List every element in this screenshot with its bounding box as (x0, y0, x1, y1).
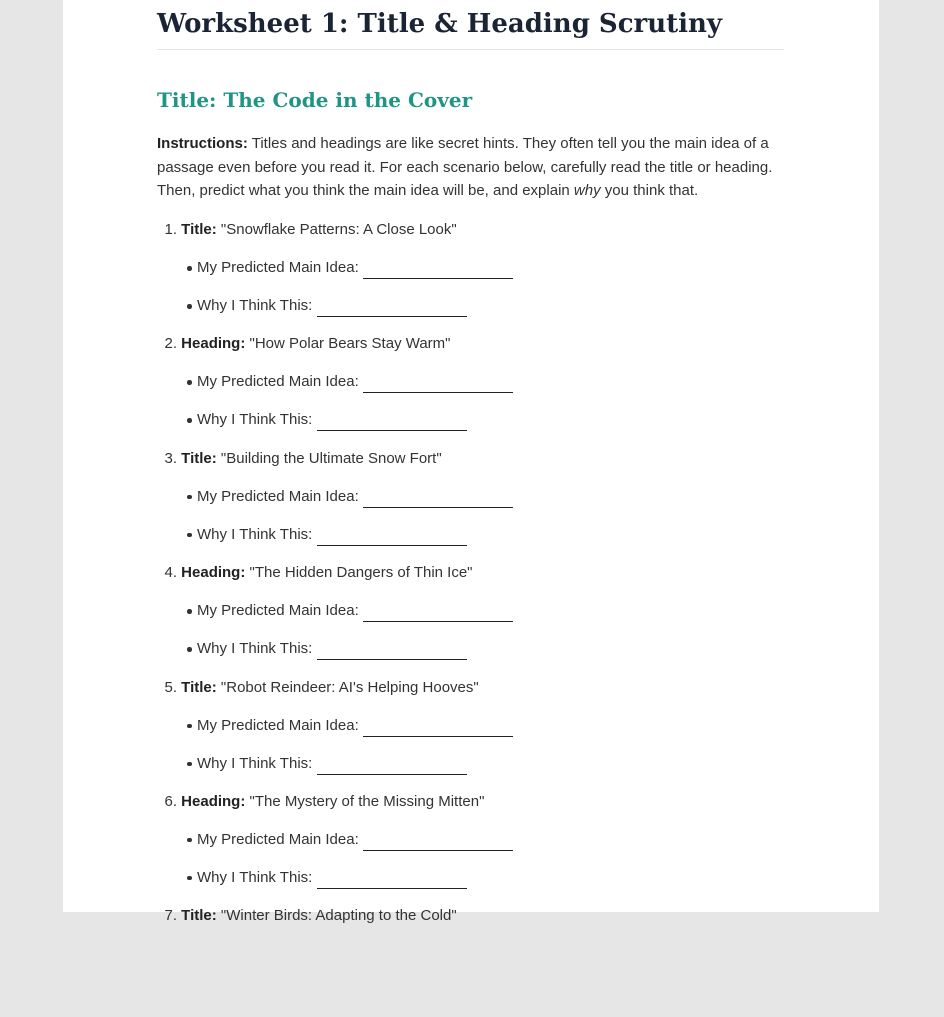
predicted-label: My Predicted Main Idea: (197, 487, 359, 505)
bullet-icon (187, 762, 192, 767)
predicted-label: My Predicted Main Idea: (197, 373, 359, 391)
bullet-icon (187, 418, 192, 423)
instructions-text-before: Titles and headings are like secret hints. They often tell you the main idea of a passage even before you read it. For each scenario below, carefully read the title or heading. Then, predict what you think the main idea will be, and explain (157, 135, 773, 199)
scenario-kind: Heading: (181, 335, 246, 353)
instructions-text-after: you think that. (600, 182, 699, 199)
why-answer-blank[interactable] (317, 408, 467, 431)
predicted-label: My Predicted Main Idea: (197, 830, 359, 848)
scenario-heading (157, 674, 479, 702)
scenario-heading (157, 330, 451, 358)
scenario-kind: Title: (181, 907, 217, 925)
scenario-number: 7. (164, 907, 177, 925)
why-label: Why I Think This: (197, 640, 313, 658)
predicted-answer-blank[interactable] (363, 485, 513, 508)
why-label: Why I Think This: (197, 411, 313, 429)
predicted-answer-blank[interactable] (363, 599, 513, 622)
why-label: Why I Think This: (197, 754, 313, 772)
scenario-kind: Heading: (181, 564, 246, 582)
scenario-kind: Title: (181, 678, 217, 696)
bullet-icon (187, 266, 192, 271)
bullet-icon (187, 380, 192, 385)
predicted-label: My Predicted Main Idea: (197, 716, 359, 734)
scenario-kind: Title: (181, 221, 217, 238)
worksheet-content (157, 0, 784, 925)
bullet-icon (187, 304, 192, 309)
predicted-answer-blank[interactable] (363, 370, 513, 393)
why-answer-blank[interactable] (317, 294, 467, 317)
scenario-heading (157, 445, 442, 473)
predicted-label: My Predicted Main Idea: (197, 602, 359, 620)
bullet-icon (187, 876, 192, 881)
why-label: Why I Think This: (197, 525, 313, 543)
instructions (157, 132, 784, 203)
worksheet-page (63, 0, 879, 925)
predicted-answer-blank[interactable] (363, 256, 513, 279)
why-label: Why I Think This: (197, 297, 313, 314)
bullet-icon (187, 495, 192, 500)
bullet-icon (187, 609, 192, 614)
why-label: Why I Think This: (197, 868, 313, 886)
scenario-text: "Robot Reindeer: AI's Helping Hooves" (220, 678, 479, 696)
scenario-kind: Heading: (181, 792, 246, 810)
scenario-text: "The Mystery of the Missing Mitten" (249, 792, 485, 810)
scenario-heading (157, 216, 457, 244)
scenario-text: "Winter Birds: Adapting to the Cold" (220, 907, 457, 925)
why-answer-blank[interactable] (317, 523, 467, 546)
scenario-number: 1. (164, 221, 177, 238)
bullet-icon (187, 647, 192, 652)
scenario-text: "How Polar Bears Stay Warm" (249, 335, 451, 353)
bullet-icon (187, 724, 192, 729)
scenario-number: 3. (164, 449, 177, 467)
section-title: Title: The Code in the Cover (157, 88, 473, 112)
bullet-icon (187, 533, 192, 538)
scenario-number: 4. (164, 564, 177, 582)
scenario-heading (157, 902, 457, 930)
scenario-text: "The Hidden Dangers of Thin Ice" (249, 564, 473, 582)
scenario-text: "Snowflake Patterns: A Close Look" (220, 221, 457, 238)
worksheet-title: Worksheet 1: Title & Heading Scrutiny (157, 0, 784, 50)
predicted-answer-blank[interactable] (363, 828, 513, 851)
scenario-heading (157, 788, 484, 816)
scenario-number: 6. (164, 792, 177, 810)
predicted-answer-blank[interactable] (363, 714, 513, 737)
scenario-heading (157, 559, 473, 587)
scenario-text: "Building the Ultimate Snow Fort" (220, 449, 442, 467)
why-answer-blank[interactable] (317, 866, 467, 889)
why-answer-blank[interactable] (317, 637, 467, 660)
scenario-kind: Title: (181, 449, 217, 467)
predicted-label: My Predicted Main Idea: (197, 259, 359, 276)
why-answer-blank[interactable] (317, 752, 467, 775)
instructions-emphasis: why (573, 182, 601, 199)
instructions-label: Instructions: (157, 135, 248, 152)
scenario-number: 5. (164, 678, 177, 696)
bullet-icon (187, 838, 192, 843)
scenario-number: 2. (164, 335, 177, 353)
